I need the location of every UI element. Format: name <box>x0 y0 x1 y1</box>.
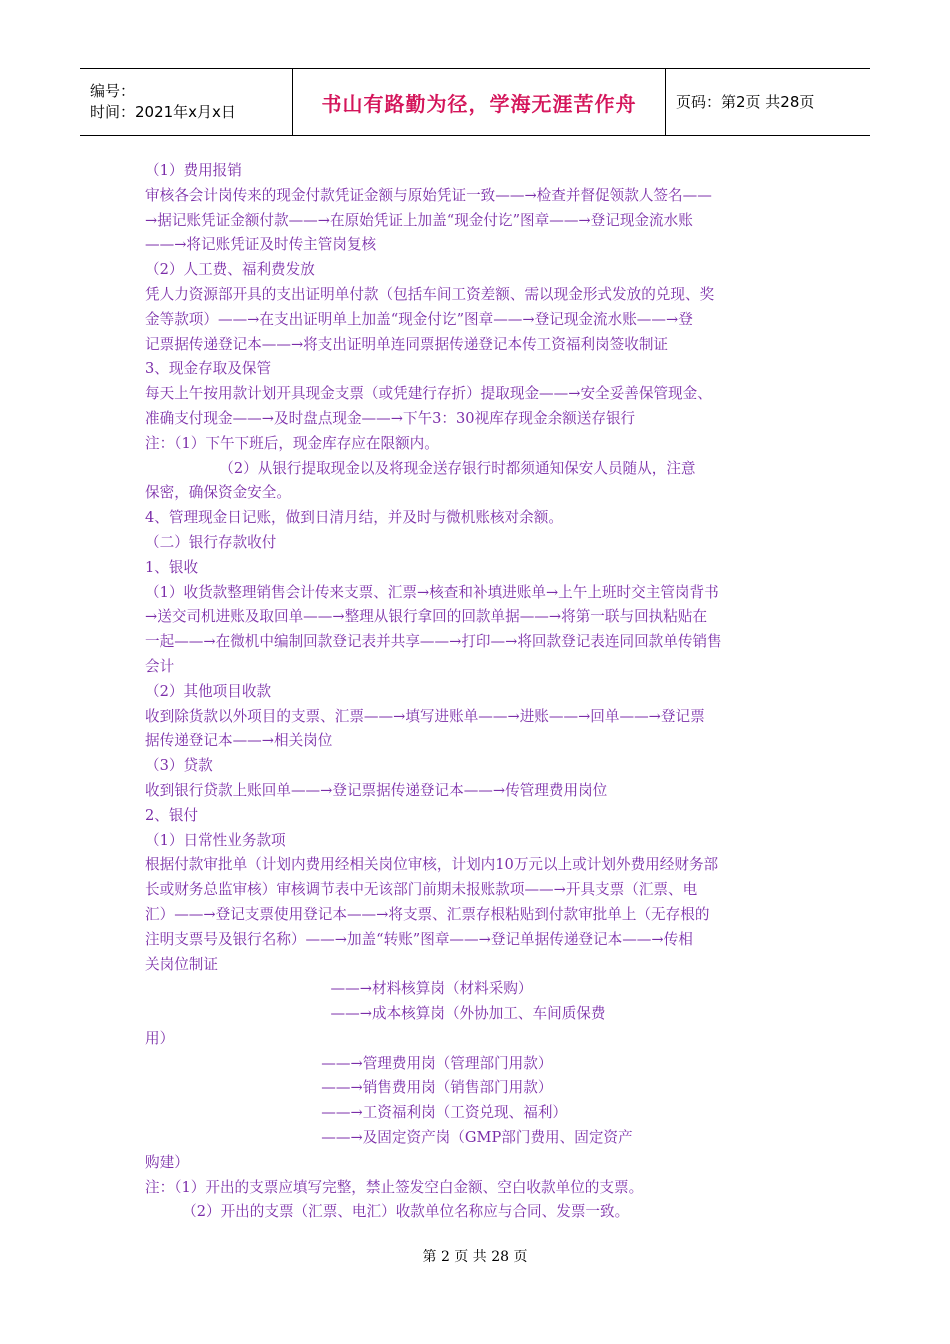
body-line: ——→成本核算岗（外协加工、车间质保费 <box>145 1005 606 1023</box>
body-line: 收到除货款以外项目的支票、汇票——→填写进账单——→进账——→回单——→登记票 <box>145 707 705 725</box>
body-line: 据传递登记本——→相关岗位 <box>145 732 333 750</box>
body-line: （二）银行存款收付 <box>145 533 277 551</box>
page-footer: 第 2 页 共 28 页 <box>422 1249 528 1265</box>
body-line: 购建） <box>145 1153 189 1171</box>
body-line: 汇）——→登记支票使用登记本——→将支票、汇票存根粘贴到付款审批单上（无存根的 <box>145 905 710 923</box>
body-line: （1）日常性业务款项 <box>145 831 286 849</box>
header-page-cell <box>666 69 871 136</box>
body-line: （3）贷款 <box>145 757 213 775</box>
page-header <box>80 68 870 136</box>
body-line: 每天上午按用款计划开具现金支票（或凭建行存折）提取现金——→安全妥善保管现金、 <box>145 385 712 403</box>
body-line: ——→工资福利岗（工资兑现、福利） <box>145 1104 568 1122</box>
body-line: 4、管理现金日记账，做到日清月结，并及时与微机账核对余额。 <box>145 509 563 527</box>
body-line: 审核各会计岗传来的现金付款凭证金额与原始凭证一致——→检查并督促领款人签名—— <box>145 186 712 204</box>
body-line: （2）人工费、福利费发放 <box>145 261 315 279</box>
body-line: 收到银行贷款上账回单——→登记票据传递登记本——→传管理费用岗位 <box>145 781 608 799</box>
body-line: 一起——→在微机中编制回款登记表并共享——→打印—→将回款登记表连同回款单传销售 <box>145 633 722 651</box>
document-number-label: 编号： <box>90 82 136 100</box>
body-line: 长或财务总监审核）审核调节表中无该部门前期未报账款项——→开具支票（汇票、电 <box>145 881 698 899</box>
body-line: 注：（1）下午下班后，现金库存应在限额内。 <box>145 434 439 452</box>
body-line: 金等款项）——→在支出证明单上加盖“现金付讫”图章——→登记现金流水账——→登 <box>145 310 693 328</box>
header-meta <box>80 69 293 136</box>
body-line: 注：（1）开出的支票应填写完整，禁止签发空白金额、空白收款单位的支票。 <box>145 1178 644 1196</box>
body-line: 准确支付现金——→及时盘点现金——→下午3：30视库存现金余额送存银行 <box>145 409 636 427</box>
body-line: 凭人力资源部开具的支出证明单付款（包括车间工资差额、需以现金形式发放的兑现、奖 <box>145 285 715 303</box>
body-line: →据记账凭证金额付款——→在原始凭证上加盖“现金付讫”图章——→登记现金流水账 <box>145 211 693 229</box>
body-line: 记票据传递登记本——→将支出证明单连同票据传递登记本传工资福利岗签收制证 <box>145 335 669 353</box>
body-line: 保密，确保资金安全。 <box>145 484 291 502</box>
body-line: 会计 <box>145 657 175 675</box>
document-body <box>145 159 810 1225</box>
body-line: ——→材料核算岗（材料采购） <box>145 980 533 998</box>
document-date-label: 时间：2021年x月x日 <box>90 103 236 121</box>
body-line: 2、银付 <box>145 806 199 824</box>
header-page-number: 页码：第2页 共28页 <box>676 92 815 111</box>
body-line: 注明支票号及银行名称）——→加盖“转账”图章——→登记单据传递登记本——→传相 <box>145 930 693 948</box>
header-motto-cell <box>293 69 666 136</box>
body-line: 3、现金存取及保管 <box>145 360 272 378</box>
body-line: （1）费用报销 <box>145 162 242 179</box>
body-line: →送交司机进账及取回单——→整理从银行拿回的回款单据——→将第一联与回执粘贴在 <box>145 608 708 626</box>
body-line: ——→及固定资产岗（GMP部门费用、固定资产 <box>145 1129 633 1147</box>
body-line: （2）开出的支票（汇票、电汇）收款单位名称应与合同、发票一致。 <box>145 1203 630 1221</box>
body-line: （1）收货款整理销售会计传来支票、汇票→核查和补填进账单→上午上班时交主管岗背书 <box>145 583 719 601</box>
body-line: ——→将记账凭证及时传主管岗复核 <box>145 236 377 254</box>
body-line: （2）从银行提取现金以及将现金送存银行时都须通知保安人员随从，注意 <box>145 459 696 477</box>
body-line: ——→销售费用岗（销售部门用款） <box>145 1079 553 1097</box>
body-line: 关岗位制证 <box>145 955 218 973</box>
body-line: 1、银收 <box>145 558 199 576</box>
body-line: 用） <box>145 1029 175 1047</box>
body-line: 根据付款审批单（计划内费用经相关岗位审核，计划内10万元以上或计划外费用经财务部 <box>145 856 719 874</box>
body-line: （2）其他项目收款 <box>145 682 272 700</box>
body-line: ——→管理费用岗（管理部门用款） <box>145 1054 553 1072</box>
header-motto: 书山有路勤为径，学海无涯苦作舟 <box>321 91 637 116</box>
